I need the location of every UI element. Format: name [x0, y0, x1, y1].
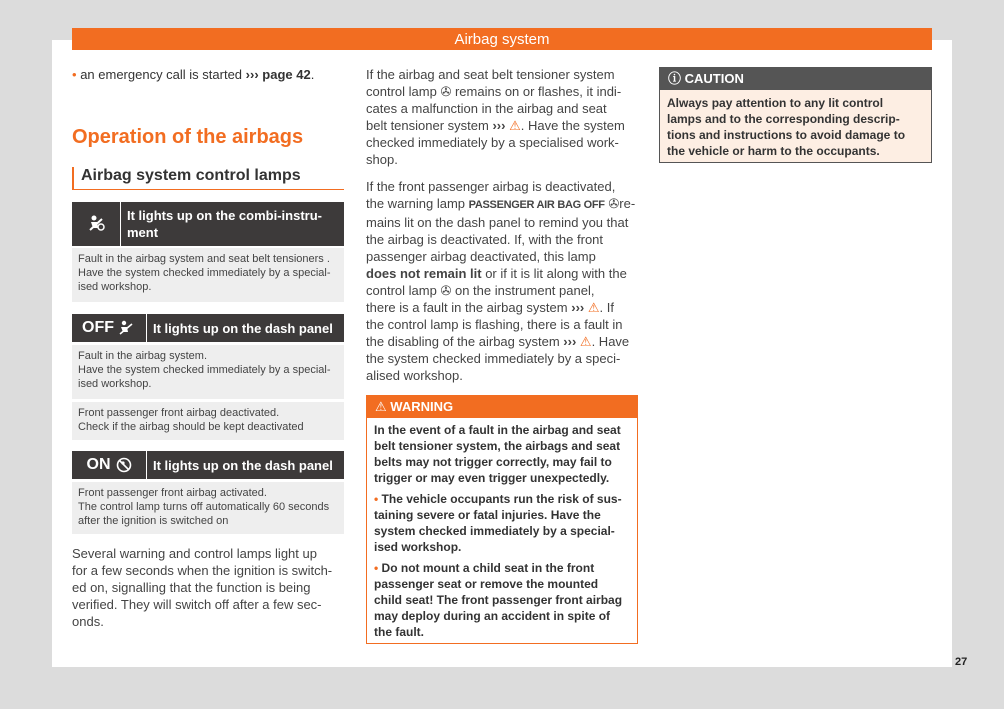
caution-title: CAUTION	[684, 71, 744, 86]
section-title: Operation of the airbags	[72, 126, 304, 148]
page-header: Airbag system	[72, 28, 932, 50]
warning-reference-link[interactable]: ›››	[571, 300, 585, 315]
warning-triangle-icon: ⚠	[509, 118, 521, 133]
warning-triangle-icon: ⚠	[587, 300, 600, 315]
bullet-dot: •	[72, 67, 77, 82]
warning-triangle-icon: ⚠	[579, 334, 592, 349]
passenger-airbag-off-icon: OFF	[72, 314, 147, 342]
passenger-airbag-off-label: PASSENGER AIR BAG OFF	[468, 199, 605, 211]
paragraph-fault: If the airbag and seat belt tensioner system control lamp ✇ remains on or flashes, it indi- cates a malfunction in the airbag and seat belt tensioner system ››› ⚠. Have the system checked immediately by a specialised work- shop.	[366, 67, 625, 167]
caution-box: ⓘ CAUTION Always pay attention to any lit control lamps and to the corresponding descrip- tions and instructions to avoid damage to the vehicle or harm to the occupants.	[659, 67, 932, 163]
warning-reference-link[interactable]: ›››	[563, 334, 577, 349]
warning-box	[366, 395, 638, 644]
airbag-seatbelt-icon	[72, 202, 121, 246]
lamp-table-row: Fault in the airbag system. Have the system checked immediately by a special- ised workshop.	[72, 345, 344, 399]
warning-bullet: • The vehicle occupants run the risk of sus- taining severe or fatal injuries. Have the system checked immediately by a special- ised workshop.	[374, 492, 622, 554]
airbag-lamp-icon: ✇	[440, 283, 452, 298]
intro-bullet: • an emergency call is started ››› page 42.	[72, 67, 315, 82]
warning-title: WARNING	[390, 399, 454, 414]
paragraph-deactivated: If the front passenger airbag is deactivated, the warning lamp PASSENGER AIR BAG OFF ✇re- mains lit on the dash panel to remind you that the airbag is deactivated. If, with the front passenger airbag deactivated, this lamp does not remain lit or if it is lit along with the control lamp ✇ on the instrument panel, there is a fault in the airbag system ››› ⚠. If the control lamp is flashing, there is a fault in the disabling of the airbag system ››› ⚠. Have the system checked immediately by a speci- alised workshop.	[366, 179, 636, 383]
warning-reference-link[interactable]: ›››	[492, 118, 506, 133]
passenger-airbag-on-icon: ON	[72, 451, 147, 479]
lamp-table-row: Front passenger front airbag deactivated. Check if the airbag should be kept deactivated	[72, 402, 344, 440]
warning-bullet: • Do not mount a child seat in the front passenger seat or remove the mounted child seat! The front passenger front airbag may deploy during an accident in spite of the fault.	[374, 561, 623, 639]
info-circle-icon: ⓘ	[668, 71, 682, 86]
lamp-table-header-2: OFF It lights up on the dash panel	[72, 314, 344, 342]
page-number: 27	[955, 656, 968, 668]
warning-paragraph: In the event of a fault in the airbag and seat belt tensioner system, the airbags and seat belts may not trigger correctly, may fail to trigger or may even trigger unexpectedly.	[374, 423, 621, 485]
lamp-table-header-1: It lights up on the combi-instru- ment	[72, 202, 344, 246]
warning-triangle-icon: ⚠	[375, 399, 387, 414]
lamp-table-row: Fault in the airbag system and seat belt tensioners . Have the system checked immediately by a special- ised workshop.	[72, 248, 344, 302]
lamp-table-header-3: ON It lights up on the dash panel	[72, 451, 344, 479]
airbag-off-icon: ✇	[608, 196, 620, 211]
subsection-title: Airbag system control lamps	[72, 167, 344, 190]
closing-paragraph: Several warning and control lamps light up for a few seconds when the ignition is switch- ed on, signalling that the function is being verified. They will switch off after a few sec- onds.	[72, 546, 333, 629]
airbag-lamp-icon: ✇	[440, 84, 452, 99]
lamp-table-row: Front passenger front airbag activated. The control lamp turns off automatically 60 seconds after the ignition is switched on	[72, 482, 344, 534]
page-reference-link[interactable]: ››› page 42	[245, 67, 311, 82]
column-right	[659, 67, 932, 163]
